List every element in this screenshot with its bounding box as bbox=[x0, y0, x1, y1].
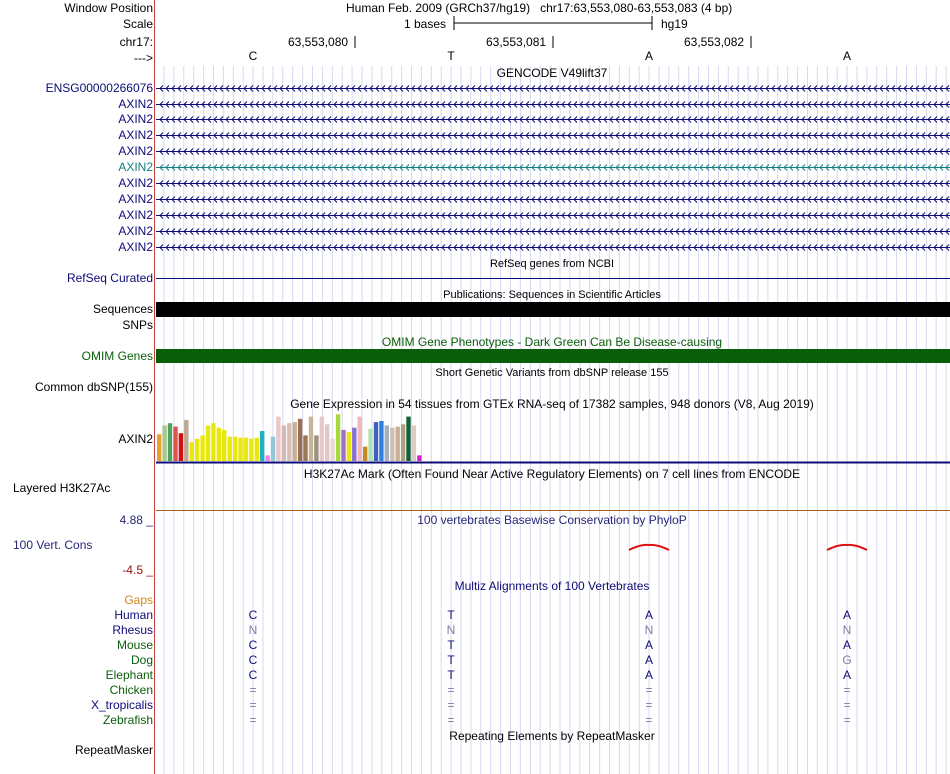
gtex-tissue-bar[interactable] bbox=[293, 422, 297, 461]
gtex-expression-bars[interactable] bbox=[157, 414, 422, 461]
phylop-ymax-label: 4.88 _ bbox=[119, 513, 153, 527]
repeatmasker-track-title[interactable]: Repeating Elements by RepeatMasker bbox=[449, 729, 655, 743]
gtex-tissue-bar[interactable] bbox=[249, 439, 253, 461]
alignment-base: N bbox=[644, 623, 654, 637]
alignment-base: A bbox=[842, 608, 852, 622]
gtex-tissue-bar[interactable] bbox=[298, 419, 302, 461]
alignment-base: T bbox=[447, 668, 455, 682]
gtex-tissue-bar[interactable] bbox=[401, 424, 405, 461]
ruler-position-2: 63,553,081 bbox=[486, 35, 547, 49]
alignment-base: C bbox=[248, 668, 258, 682]
gtex-tissue-bar[interactable] bbox=[195, 439, 199, 461]
scale-label: Scale bbox=[122, 17, 153, 31]
gtex-gene-label[interactable]: AXIN2 bbox=[118, 432, 153, 446]
alignment-base: A bbox=[644, 653, 654, 667]
alignment-base: = bbox=[447, 698, 455, 712]
gtex-tissue-bar[interactable] bbox=[352, 428, 356, 461]
gtex-tissue-bar[interactable] bbox=[260, 431, 264, 461]
strand-label: ---> bbox=[134, 51, 153, 65]
gtex-tissue-bar[interactable] bbox=[374, 422, 378, 461]
alignment-base: = bbox=[843, 683, 851, 697]
species-label[interactable]: Chicken bbox=[109, 683, 153, 697]
publications-sequence-bar[interactable] bbox=[156, 302, 950, 317]
gaps-label[interactable]: Gaps bbox=[124, 593, 153, 607]
gtex-tissue-bar[interactable] bbox=[341, 430, 345, 461]
chrom-label: chr17: bbox=[119, 35, 153, 49]
gtex-tissue-bar[interactable] bbox=[390, 428, 394, 461]
alignment-base: = bbox=[249, 713, 257, 727]
scale-bar bbox=[454, 16, 652, 30]
dbsnp-track-title[interactable]: Short Genetic Variants from dbSNP release 155 bbox=[435, 367, 669, 379]
snps-track-label[interactable]: SNPs bbox=[122, 318, 153, 332]
gtex-tissue-bar[interactable] bbox=[396, 427, 400, 461]
gtex-tissue-bar[interactable] bbox=[314, 435, 318, 461]
alignment-base: = bbox=[249, 683, 257, 697]
alignment-base: = bbox=[249, 698, 257, 712]
alignment-base: = bbox=[645, 698, 653, 712]
gene-line[interactable] bbox=[156, 181, 950, 187]
gene-line[interactable] bbox=[156, 245, 950, 251]
gtex-tissue-bar[interactable] bbox=[309, 417, 313, 461]
gene-label[interactable]: AXIN2 bbox=[118, 192, 153, 206]
alignment-base: C bbox=[248, 653, 258, 667]
gtex-tissue-bar[interactable] bbox=[347, 432, 351, 461]
publications-track-label[interactable]: Sequences bbox=[92, 302, 153, 316]
gtex-tissue-bar[interactable] bbox=[412, 425, 416, 461]
gene-label[interactable]: AXIN2 bbox=[118, 97, 153, 111]
gtex-tissue-bar[interactable] bbox=[330, 439, 334, 461]
gtex-tissue-bar[interactable] bbox=[265, 455, 269, 461]
dbsnp-track-label[interactable]: Common dbSNP(155) bbox=[34, 380, 153, 394]
base-grid bbox=[164, 66, 946, 774]
omim-phenotype-bar[interactable] bbox=[156, 349, 950, 363]
alignment-base: N bbox=[248, 623, 258, 637]
gtex-tissue-bar[interactable] bbox=[162, 425, 166, 461]
window-position-label: Window Position bbox=[64, 1, 153, 15]
species-label[interactable]: Human bbox=[114, 608, 153, 622]
gene-label[interactable]: AXIN2 bbox=[118, 144, 153, 158]
gtex-tissue-bar[interactable] bbox=[200, 435, 204, 461]
h3k27ac-track-label[interactable]: Layered H3K27Ac bbox=[13, 481, 111, 495]
ruler-base-2: T bbox=[447, 49, 455, 63]
ruler-position-3: 63,553,082 bbox=[684, 35, 745, 49]
gencode-track-title[interactable]: GENCODE V49lift37 bbox=[496, 66, 608, 80]
gtex-tissue-bar[interactable] bbox=[255, 438, 259, 461]
gene-line[interactable] bbox=[156, 102, 950, 108]
species-label[interactable]: Dog bbox=[130, 653, 153, 667]
alignment-base: A bbox=[644, 608, 654, 622]
alignment-base: A bbox=[842, 668, 852, 682]
alignment-base: = bbox=[843, 713, 851, 727]
species-label[interactable]: Rhesus bbox=[112, 623, 153, 637]
gtex-tissue-bar[interactable] bbox=[206, 425, 210, 461]
gtex-tissue-bar[interactable] bbox=[336, 414, 340, 461]
gtex-tissue-bar[interactable] bbox=[211, 423, 215, 461]
phylop-ymin-label: -4.5 _ bbox=[122, 563, 153, 577]
publications-track-title[interactable]: Publications: Sequences in Scientific Articles bbox=[443, 289, 661, 301]
gene-label[interactable]: AXIN2 bbox=[118, 224, 153, 238]
alignment-base: T bbox=[447, 608, 455, 622]
gtex-tissue-bar[interactable] bbox=[276, 417, 280, 461]
species-label[interactable]: X_tropicalis bbox=[90, 698, 153, 712]
alignment-base: C bbox=[248, 608, 258, 622]
gtex-tissue-bar[interactable] bbox=[244, 438, 248, 461]
alignment-base: A bbox=[644, 668, 654, 682]
gtex-tissue-bar[interactable] bbox=[417, 455, 421, 461]
h3k27ac-track-title[interactable]: H3K27Ac Mark (Often Found Near Active Regulatory Elements) on 7 cell lines from ENCODE bbox=[303, 467, 801, 481]
species-label[interactable]: Elephant bbox=[105, 668, 153, 682]
gtex-tissue-bar[interactable] bbox=[157, 434, 161, 461]
gene-line[interactable] bbox=[156, 149, 950, 155]
gene-line[interactable] bbox=[156, 117, 950, 123]
gtex-tissue-bar[interactable] bbox=[379, 421, 383, 461]
gencode-gene-lines[interactable] bbox=[156, 86, 950, 251]
window-position-value[interactable]: Human Feb. 2009 (GRCh37/hg19) chr17:63,553,080-63,553,083 (4 bp) bbox=[346, 1, 733, 15]
refseq-track-title[interactable]: RefSeq genes from NCBI bbox=[489, 258, 615, 270]
gtex-tissue-bar[interactable] bbox=[287, 423, 291, 461]
alignment-base: A bbox=[842, 638, 852, 652]
gene-label[interactable]: ENSG00000266076 bbox=[45, 81, 153, 95]
gtex-tissue-bar[interactable] bbox=[282, 425, 286, 461]
alignment-base: N bbox=[446, 623, 456, 637]
gtex-tissue-bar[interactable] bbox=[184, 420, 188, 461]
gene-label-highlighted[interactable]: AXIN2 bbox=[118, 160, 153, 174]
gene-label[interactable]: AXIN2 bbox=[118, 208, 153, 222]
omim-track-label[interactable]: OMIM Genes bbox=[81, 349, 153, 363]
alignment-base: C bbox=[248, 638, 258, 652]
gtex-tissue-bar[interactable] bbox=[173, 427, 177, 461]
gene-label[interactable]: AXIN2 bbox=[118, 240, 153, 254]
ruler-base-4: A bbox=[842, 49, 852, 63]
scale-value: 1 bases bbox=[404, 17, 447, 31]
gtex-tissue-bar[interactable] bbox=[271, 437, 275, 461]
gene-label[interactable]: AXIN2 bbox=[118, 176, 153, 190]
alignment-base: N bbox=[842, 623, 852, 637]
gtex-tissue-bar[interactable] bbox=[385, 425, 389, 461]
alignment-base: T bbox=[447, 653, 455, 667]
ruler-base-3: A bbox=[644, 49, 654, 63]
gtex-tissue-bar[interactable] bbox=[179, 433, 183, 461]
gtex-tissue-bar[interactable] bbox=[303, 435, 307, 461]
assembly-label: hg19 bbox=[661, 17, 688, 31]
gtex-tissue-bar[interactable] bbox=[368, 429, 372, 461]
ruler-base-1: C bbox=[248, 49, 258, 63]
gtex-tissue-bar[interactable] bbox=[190, 442, 194, 461]
refseq-track-label[interactable]: RefSeq Curated bbox=[66, 271, 153, 285]
omim-track-title[interactable]: OMIM Gene Phenotypes - Dark Green Can Be Disease-causing bbox=[381, 335, 723, 349]
species-label[interactable]: Mouse bbox=[116, 638, 153, 652]
alignment-base: = bbox=[447, 683, 455, 697]
alignment-base: T bbox=[447, 638, 455, 652]
alignment-base: = bbox=[645, 683, 653, 697]
gtex-tissue-bar[interactable] bbox=[222, 430, 226, 461]
gtex-track-title[interactable]: Gene Expression in 54 tissues from GTEx RNA-seq of 17382 samples, 948 donors (V8, Aug 2019) bbox=[290, 397, 814, 411]
ruler-position-1: 63,553,080 bbox=[288, 35, 349, 49]
gtex-tissue-bar[interactable] bbox=[325, 424, 329, 461]
alignment-base: G bbox=[842, 653, 852, 667]
gene-line[interactable] bbox=[156, 133, 950, 139]
alignment-base: = bbox=[645, 713, 653, 727]
gtex-tissue-bar[interactable] bbox=[228, 437, 232, 461]
multiz-track-title[interactable]: Multiz Alignments of 100 Vertebrates bbox=[454, 579, 650, 593]
gtex-tissue-bar[interactable] bbox=[320, 417, 324, 461]
gene-line[interactable] bbox=[156, 213, 950, 219]
gene-label[interactable]: AXIN2 bbox=[118, 128, 153, 142]
phylop-track-title[interactable]: 100 vertebrates Basewise Conservation by PhyloP bbox=[417, 513, 687, 527]
gtex-tissue-bar[interactable] bbox=[168, 423, 172, 461]
gene-line[interactable] bbox=[156, 229, 950, 235]
alignment-base: A bbox=[644, 638, 654, 652]
gene-line[interactable] bbox=[156, 86, 950, 92]
gene-label[interactable]: AXIN2 bbox=[118, 112, 153, 126]
gtex-tissue-bar[interactable] bbox=[217, 428, 221, 461]
gtex-tissue-bar[interactable] bbox=[406, 417, 410, 461]
gtex-tissue-bar[interactable] bbox=[358, 417, 362, 461]
alignment-base: = bbox=[447, 713, 455, 727]
gtex-tissue-bar[interactable] bbox=[363, 447, 367, 461]
phylop-track-label[interactable]: 100 Vert. Cons bbox=[13, 538, 93, 552]
alignment-base: = bbox=[843, 698, 851, 712]
gtex-tissue-bar[interactable] bbox=[238, 438, 242, 461]
gene-line[interactable] bbox=[156, 197, 950, 203]
gtex-tissue-bar[interactable] bbox=[233, 437, 237, 461]
repeatmasker-track-label[interactable]: RepeatMasker bbox=[74, 743, 153, 757]
species-label[interactable]: Zebrafish bbox=[102, 713, 153, 727]
gene-line[interactable] bbox=[156, 165, 950, 171]
